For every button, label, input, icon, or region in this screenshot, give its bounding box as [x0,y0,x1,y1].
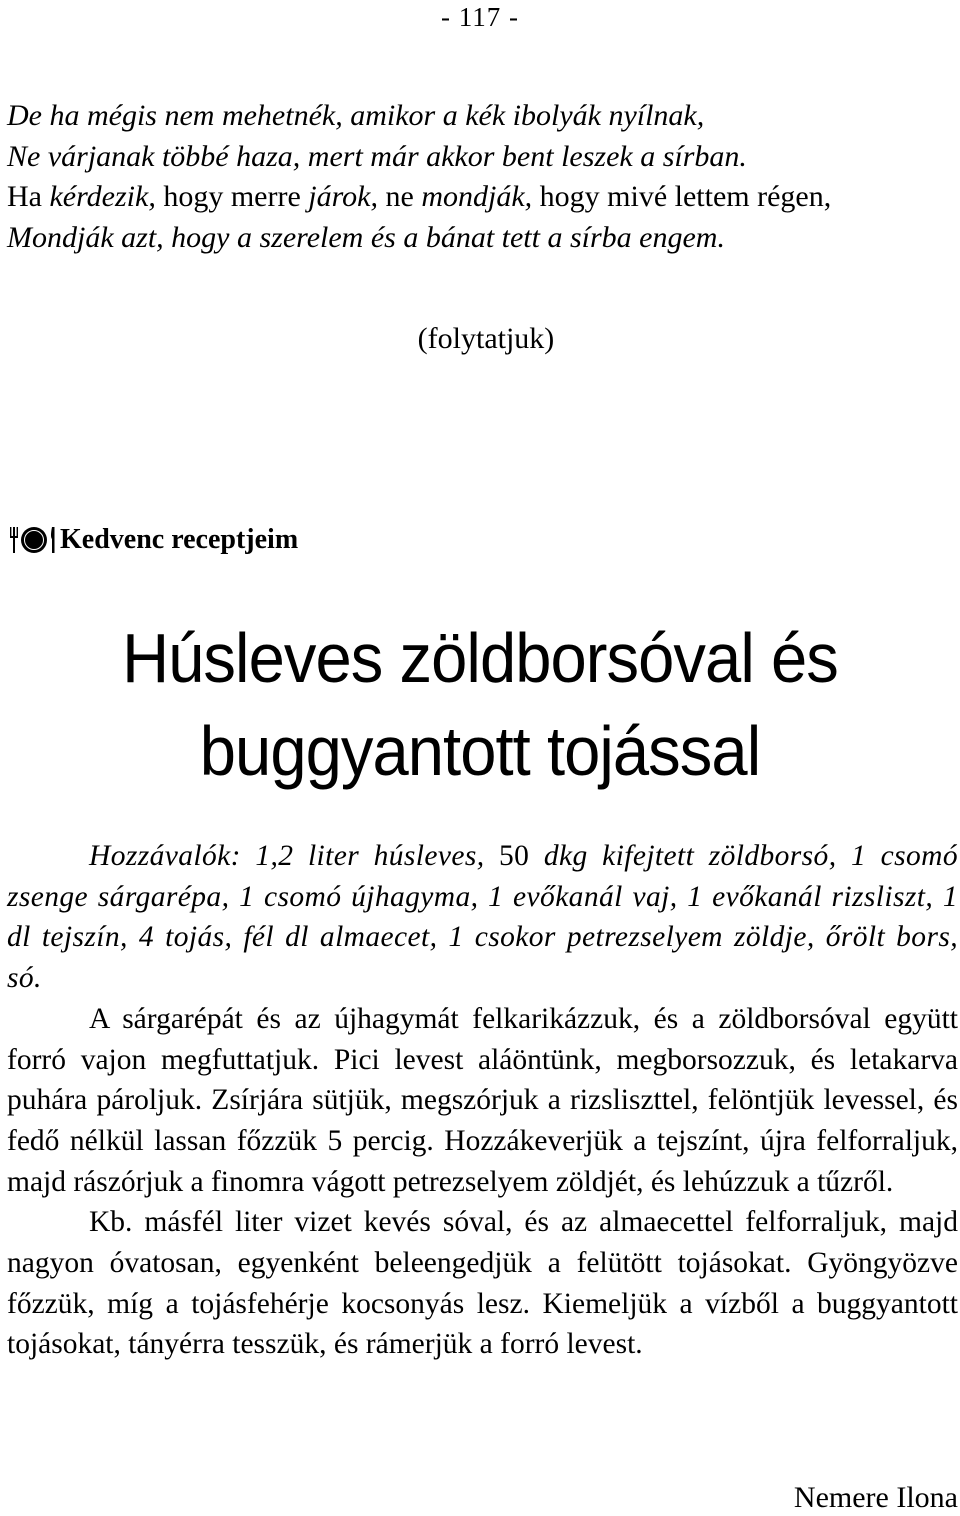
poem [7,96,957,258]
method-paragraph-1: A sárgarépát és az újhagymát felkarikázzuk, és a zöldborsóval együtt forró vajon megfuttatjuk. Pici levest aláöntünk, megborsozzuk, és letakarva puhára pároljuk. Zsírjára sütjük, megszórjuk a rizsliszttel, felöntjük levessel, és fedő nélkül lassan főzzük 5 percig. Hozzákeverjük a tejszínt, újra felforraljuk, majd rászórjuk a finomra vágott petrezselyem zöldjét, és lehúzzuk a tűzről. [7,1002,958,1198]
recipe-body [7,836,958,1365]
poem-line: De ha mégis nem mehetnék, amikor a kék ibolyák nyílnak, [7,99,705,132]
page-number: - 117 - [441,2,519,32]
section-heading-text: Kedvenc receptjeim [60,524,299,555]
recipe-title: Húsleves zöldborsóval és buggyantott tojással [122,619,838,790]
continued-note: (folytatjuk) [417,322,555,355]
plate-fork-knife-icon [10,525,58,555]
method-paragraph-2: Kb. másfél liter vizet kevés sóval, és az almaecettel felforraljuk, majd nagyon óvatosan, egyenként beleengedjük a felütött tojásokat. Gyöngyözve főzzük, míg a tojásfehérje kocsonyás lesz. Kiemeljük a vízből a buggyantott tojásokat, tányérra tesszük, és rámerjük a forró levest. [7,1206,958,1361]
poem-line: Ha kérdezik, hogy merre járok, ne mondják, hogy mivé lettem régen, [7,180,832,213]
ingredients-paragraph: Hozzávalók: 1,2 liter húsleves, 50 dkg kifejtett zöldborsó, 1 csomó zsenge sárgarépa, 1 csomó újhagyma, 1 evőkanál vaj, 1 evőkanál rizsliszt, 1 dl tejszín, 4 tojás, fél dl almaecet, 1 csokor petrezselyem zöldje, őrölt bors, só. [7,840,958,995]
poem-line: Mondják azt, hogy a szerelem és a bánat tett a sírba engem. [7,220,725,254]
author-signature: Nemere Ilona [793,1481,958,1514]
poem-line: Ne várjanak többé haza, mert már akkor bent leszek a sírban. [7,139,747,173]
section-heading [10,524,298,556]
